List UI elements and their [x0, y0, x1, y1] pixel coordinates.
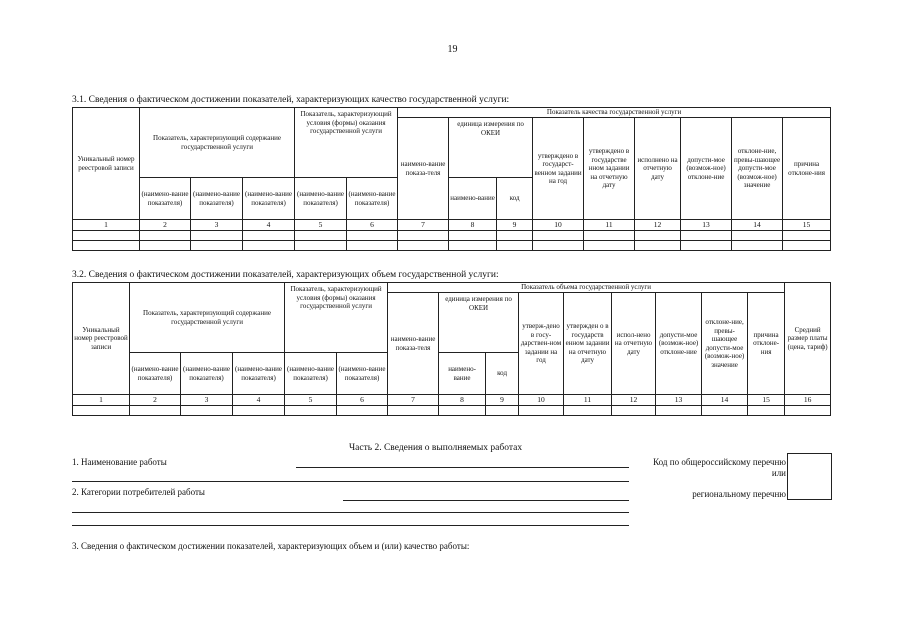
- table-cell[interactable]: [519, 406, 564, 416]
- subheader-indicator-name: (наимено-вание показателя): [130, 353, 181, 395]
- header-approved-date: утверждено в государстве нном задании на отчетную дату: [584, 118, 635, 220]
- consumers-line[interactable]: [343, 500, 629, 501]
- table-cell[interactable]: [732, 241, 783, 251]
- column-number: 16: [785, 395, 831, 406]
- section-3-2-title: 3.2. Сведения о фактическом достижении показателей, характеризующих объем государственной услуги:: [72, 270, 499, 280]
- table-cell[interactable]: [337, 406, 388, 416]
- table-cell[interactable]: [785, 406, 831, 416]
- subheader-indicator-name: (наимено-вание показателя): [233, 353, 285, 395]
- table-cell[interactable]: [181, 406, 233, 416]
- consumers-line-3[interactable]: [72, 525, 629, 526]
- table-cell[interactable]: [635, 231, 681, 241]
- column-number: 13: [656, 395, 702, 406]
- header-quality-indicator: Показатель качества государственной услуги: [398, 108, 831, 118]
- header-approved-date: утвержден о в государств енном задании на отчетную дату: [564, 293, 612, 395]
- table-cell[interactable]: [233, 406, 285, 416]
- table-cell[interactable]: [449, 241, 497, 251]
- table-cell[interactable]: [243, 231, 295, 241]
- subheader-indicator-name: (наимено-вание показателя): [191, 178, 243, 220]
- subheader-indicator-name: (наимено-вание показателя): [181, 353, 233, 395]
- header-unit-okei: единица измерения по ОКЕИ: [449, 118, 533, 178]
- page-number: 19: [447, 44, 458, 55]
- table-cell[interactable]: [783, 231, 831, 241]
- table-cell[interactable]: [295, 241, 347, 251]
- table-cell[interactable]: [449, 231, 497, 241]
- table-cell[interactable]: [681, 241, 732, 251]
- header-unit-code: код: [486, 353, 519, 395]
- table-cell[interactable]: [398, 241, 449, 251]
- column-number: 8: [439, 395, 486, 406]
- header-unit-okei: единица измерения по ОКЕИ: [439, 293, 519, 353]
- header-indicator-name: наимено-вание показа-теля: [398, 118, 449, 220]
- table-cell[interactable]: [347, 241, 398, 251]
- header-done: испол-нено на отчетную дату: [612, 293, 656, 395]
- column-number: 2: [130, 395, 181, 406]
- column-number: 9: [486, 395, 519, 406]
- table-cell[interactable]: [486, 406, 519, 416]
- column-number: 12: [635, 220, 681, 231]
- header-unique-record: Уникальный номер реестровой записи: [73, 108, 140, 220]
- column-number: 6: [347, 220, 398, 231]
- table-cell[interactable]: [73, 406, 130, 416]
- volume-table: [72, 282, 831, 416]
- table-cell[interactable]: [439, 406, 486, 416]
- table-cell[interactable]: [295, 231, 347, 241]
- column-number: 1: [73, 395, 130, 406]
- consumers-label: 2. Категории потребителей работы: [72, 487, 205, 497]
- table-cell[interactable]: [497, 241, 533, 251]
- column-number: 15: [748, 395, 785, 406]
- header-exceed-deviation: отклоне-ние, превы-шающее допусти-мое (возмож-ное) значение: [732, 118, 783, 220]
- table-cell[interactable]: [584, 241, 635, 251]
- table-cell[interactable]: [191, 241, 243, 251]
- table-cell[interactable]: [584, 231, 635, 241]
- column-number: 8: [449, 220, 497, 231]
- table-cell[interactable]: [140, 231, 191, 241]
- subheader-indicator-name: (наимено-вание показателя): [285, 353, 337, 395]
- table-cell[interactable]: [347, 231, 398, 241]
- table-row: [73, 241, 831, 251]
- column-number: 14: [732, 220, 783, 231]
- consumers-line-2[interactable]: [72, 512, 629, 513]
- table-cell[interactable]: [732, 231, 783, 241]
- column-number: 5: [285, 395, 337, 406]
- header-approved-year: утверж-дено в госу-дарствен-ном задании на год: [519, 293, 564, 395]
- section-3-title: 3. Сведения о фактическом достижении показателей, характеризующих объем и (или) качество работы:: [72, 541, 470, 551]
- work-name-label: 1. Наименование работы: [72, 457, 167, 467]
- column-number: 10: [519, 395, 564, 406]
- table-cell[interactable]: [564, 406, 612, 416]
- column-number: 9: [497, 220, 533, 231]
- column-number: 10: [533, 220, 584, 231]
- subheader-indicator-name: (наимено-вание показателя): [347, 178, 398, 220]
- table-cell[interactable]: [533, 231, 584, 241]
- header-exceed-deviation: отклоне-ние, превы-шающее допусти-мое (возмож-ное) значение: [702, 293, 748, 395]
- code-all-russian-label: Код по общероссийскому перечню или: [653, 457, 786, 478]
- column-number: 6: [337, 395, 388, 406]
- header-done: исполнено на отчетную дату: [635, 118, 681, 220]
- column-number: 3: [191, 220, 243, 231]
- code-regional-label: региональному перечню: [692, 489, 786, 499]
- table-cell[interactable]: [191, 231, 243, 241]
- subheader-indicator-name: (наимено-вание показателя): [243, 178, 295, 220]
- column-number: 7: [388, 395, 439, 406]
- header-allowed-deviation: допусти-мое (возмож-ное) отклоне-ние: [681, 118, 732, 220]
- subheader-indicator-name: (наимено-вание показателя): [337, 353, 388, 395]
- table-cell[interactable]: [73, 231, 140, 241]
- table-cell[interactable]: [388, 406, 439, 416]
- table-cell[interactable]: [140, 241, 191, 251]
- table-row: [73, 231, 831, 241]
- work-name-line[interactable]: [296, 467, 629, 468]
- header-conditions-indicator: Показатель, характеризующий условия (формы) оказания государственной услуги: [285, 283, 388, 353]
- table-cell[interactable]: [243, 241, 295, 251]
- header-unique-record: Уникальный номер реестровой записи: [73, 283, 130, 395]
- column-number: 5: [295, 220, 347, 231]
- column-number: 3: [181, 395, 233, 406]
- header-content-indicator: Показатель, характеризующий содержание государственной услуги: [130, 283, 285, 353]
- header-volume-indicator: Показатель объема государственной услуги: [388, 283, 785, 293]
- column-number: 7: [398, 220, 449, 231]
- header-average-price: Средний размер платы (цена, тариф): [785, 283, 831, 395]
- code-input-box[interactable]: [787, 453, 832, 500]
- header-deviation-reason: причина отклоне-ния: [783, 118, 831, 220]
- header-unit-name: наимено-вание: [439, 353, 486, 395]
- header-conditions-indicator: Показатель, характеризующий условия (формы) оказания государственной услуги: [295, 108, 398, 178]
- work-name-line-2[interactable]: [72, 481, 629, 482]
- column-number: 11: [584, 220, 635, 231]
- column-number: 13: [681, 220, 732, 231]
- column-number: 12: [612, 395, 656, 406]
- table-row: [73, 406, 831, 416]
- subheader-indicator-name: (наимено-вание показателя): [295, 178, 347, 220]
- column-number: 15: [783, 220, 831, 231]
- table-cell[interactable]: [73, 241, 140, 251]
- header-content-indicator: Показатель, характеризующий содержание государственной услуги: [140, 108, 295, 178]
- column-number: 4: [233, 395, 285, 406]
- header-unit-name: наимено-вание: [449, 178, 497, 220]
- table-cell[interactable]: [702, 406, 748, 416]
- header-approved-year: утверждено в государст-венном задании на год: [533, 118, 584, 220]
- column-number: 14: [702, 395, 748, 406]
- subheader-indicator-name: (наимено-вание показателя): [140, 178, 191, 220]
- table-cell[interactable]: [398, 231, 449, 241]
- table-cell[interactable]: [681, 231, 732, 241]
- section-3-1-title: 3.1. Сведения о фактическом достижении показателей, характеризующих качество государственной услуги:: [72, 95, 510, 105]
- table-cell[interactable]: [497, 231, 533, 241]
- table-cell[interactable]: [748, 406, 785, 416]
- column-number: 1: [73, 220, 140, 231]
- header-indicator-name: наимено-вание показа-теля: [388, 293, 439, 395]
- table-cell[interactable]: [130, 406, 181, 416]
- quality-table: [72, 107, 831, 251]
- column-number: 11: [564, 395, 612, 406]
- part-2-title: Часть 2. Сведения о выполняемых работах: [349, 443, 523, 453]
- table-cell[interactable]: [656, 406, 702, 416]
- table-cell[interactable]: [635, 241, 681, 251]
- table-cell[interactable]: [533, 241, 584, 251]
- header-allowed-deviation: допусти-мое (возмож-ное) отклоне-ние: [656, 293, 702, 395]
- column-number: 4: [243, 220, 295, 231]
- table-cell[interactable]: [285, 406, 337, 416]
- header-unit-code: код: [497, 178, 533, 220]
- column-number: 2: [140, 220, 191, 231]
- header-deviation-reason: причина отклоне-ния: [748, 293, 785, 395]
- table-cell[interactable]: [783, 241, 831, 251]
- table-cell[interactable]: [612, 406, 656, 416]
